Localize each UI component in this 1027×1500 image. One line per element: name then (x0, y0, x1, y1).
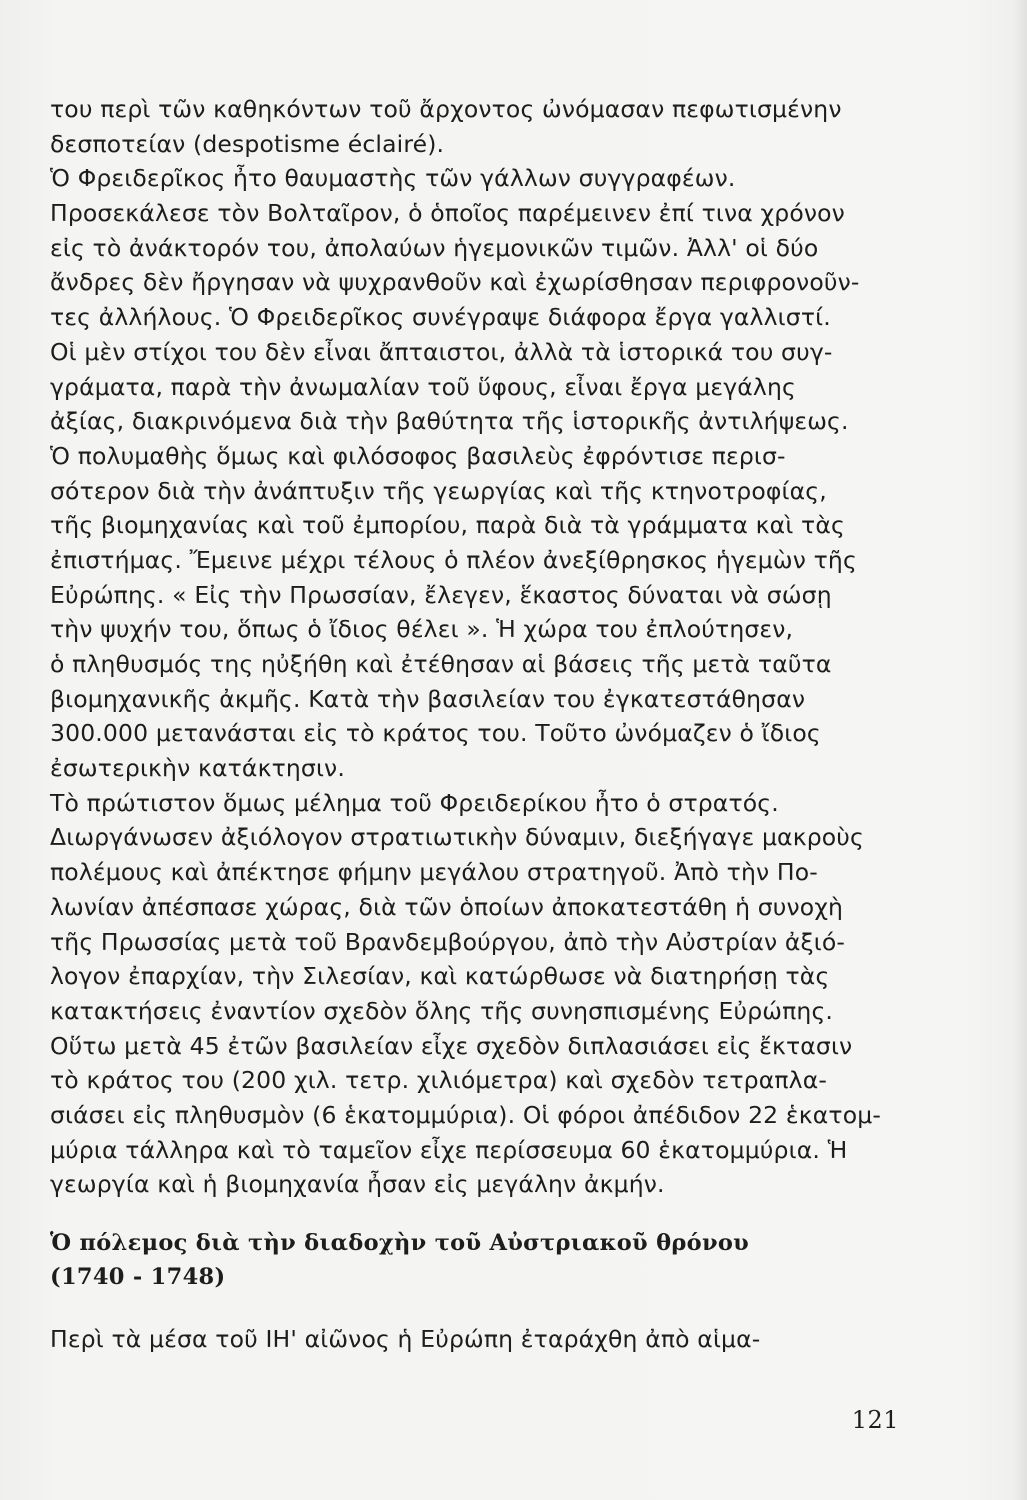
text-line: Οἱ μὲν στίχοι του δὲν εἶναι ἄπταιστοι, ἀλλὰ τὰ ἱστορικά του συγ- (50, 337, 833, 366)
text-line: Διωργάνωσεν ἀξιόλογον στρατιωτικὴν δύναμιν, διεξήγαγε μακροὺς (50, 823, 864, 852)
text-line: δεσποτείαν (despotisme éclairé). (50, 129, 445, 158)
text-line: λογον ἐπαρχίαν, τὴν Σιλεσίαν, καὶ κατώρθωσε νὰ διατηρήσῃ τὰς (50, 962, 830, 991)
text-line: τῆς βιομηχανίας καὶ τοῦ ἐμπορίου, παρὰ διὰ τὰ γράμματα καὶ τὰς (50, 511, 845, 540)
text-line: Προσεκάλεσε τὸν Βολταῖρον, ὁ ὁποῖος παρέμεινεν ἐπί τινα χρόνον (50, 199, 845, 228)
text-line: ὁ πληθυσμός της ηὐξήθη καὶ ἐτέθησαν αἱ βάσεις τῆς μετὰ ταῦτα (50, 650, 832, 678)
text-line: Τὸ πρώτιστον ὅμως μέλημα τοῦ Φρειδερίκου ἦτο ὁ στρατός. (50, 788, 779, 817)
text-line: Ὁ πολυμαθὴς ὅμως καὶ φιλόσοφος βασιλεὺς ἐφρόντισε περισ- (50, 441, 786, 470)
text-line: του περὶ τῶν καθηκόντων τοῦ ἄρχοντος ὠνόμασαν πεφωτισμένην (50, 95, 842, 123)
text-line: πολέμους καὶ ἀπέκτησε φήμην μεγάλου στρατηγοῦ. Ἀπὸ τὴν Πο- (50, 858, 818, 887)
text-line: Εὐρώπης. « Εἰς τὴν Πρωσσίαν, ἔλεγεν, ἕκαστος δύναται νὰ σώσῃ (50, 580, 832, 609)
text-line: εἰς τὸ ἀνάκτορόν του, ἀπολαύων ἡγεμονικῶν τιμῶν. Ἀλλ' οἱ δύο (50, 233, 819, 262)
text-line: 300.000 μετανάσται εἰς τὸ κράτος του. Τοῦτο ὠνόμαζεν ὁ ἴδιος (50, 719, 821, 748)
text-line: ἐπιστήμας. Ἔμεινε μέχρι τέλους ὁ πλέον ἀνεξίθρησκος ἡγεμὼν τῆς (50, 545, 857, 574)
paragraph-spacer (50, 1202, 900, 1226)
text-line: γεωργία καὶ ἡ βιομηχανία ἦσαν εἰς μεγάλην ἀκμήν. (50, 1170, 665, 1199)
text-line: σότερον διὰ τὴν ἀνάπτυξιν τῆς γεωργίας καὶ τῆς κτηνοτροφίας, (50, 476, 827, 505)
text-line: κατακτήσεις ἐναντίον σχεδὸν ὅλης τῆς συνησπισμένης Εὐρώπης. (50, 996, 834, 1025)
text-line: τες ἀλλήλους. Ὁ Φρειδερῖκος συνέγραψε διάφορα ἔργα γαλλιστί. (50, 303, 831, 332)
text-line: μύρια τάλληρα καὶ τὸ ταμεῖον εἶχε περίσσευμα 60 ἑκατομμύρια. Ἡ (50, 1135, 848, 1164)
text-line: βιομηχανικῆς ἀκμῆς. Κατὰ τὴν βασιλείαν του ἐγκατεστάθησαν (50, 684, 806, 713)
text-line: σιάσει εἰς πληθυσμὸν (6 ἑκατομμύρια). Οἱ φόροι ἀπέδιδον 22 ἑκατομ- (50, 1100, 881, 1129)
heading-spacer (50, 1294, 900, 1322)
page-edge-shadow (1013, 0, 1027, 1500)
text-line: γράματα, παρὰ τὴν ἀνωμαλίαν τοῦ ὕφους, εἶναι ἔργα μεγάλης (50, 372, 796, 401)
text-line: Ὁ Φρειδερῖκος ἦτο θαυμαστὴς τῶν γάλλων συγγραφέων. (50, 164, 736, 193)
text-line: ἄνδρες δὲν ἤργησαν νὰ ψυχρανθοῦν καὶ ἐχωρίσθησαν περιφρονοῦν- (50, 268, 860, 297)
text-line: λωνίαν ἀπέσπασε χώρας, διὰ τῶν ὁποίων ἀποκατεστάθη ἡ συνοχὴ (50, 892, 844, 921)
section-heading-dates: (1740 - 1748) (50, 1264, 226, 1290)
text-line: τῆς Πρωσσίας μετὰ τοῦ Βρανδεμβούργου, ἀπὸ τὴν Αὐστρίαν ἀξιό- (50, 927, 846, 956)
text-line: τὴν ψυχήν του, ὅπως ὁ ἴδιος θέλει ». Ἡ χώρα του ἐπλούτησεν, (50, 615, 794, 644)
page-number: 121 (851, 1406, 899, 1434)
body-text (50, 92, 900, 1357)
section-heading: Ὁ πόλεμος διὰ τὴν διαδοχὴν τοῦ Αὐστριακοῦ θρόνου (50, 1230, 750, 1256)
text-line: ἀξίας, διακρινόμενα διὰ τὴν βαθύτητα τῆς ἱστορικῆς ἀντιλήψεως. (50, 407, 849, 436)
text-line: ἐσωτερικὴν κατάκτησιν. (50, 754, 345, 783)
text-line: Οὕτω μετὰ 45 ἐτῶν βασιλείαν εἶχε σχεδὸν διπλασιάσει εἰς ἔκτασιν (50, 1031, 853, 1060)
text-line: τὸ κράτος του (200 χιλ. τετρ. χιλιόμετρα) καὶ σχεδὸν τετραπλα- (50, 1066, 827, 1095)
text-line: Περὶ τὰ μέσα τοῦ ΙΗ' αἰῶνος ἡ Εὐρώπη ἐταράχθη ἀπὸ αἱμα- (50, 1325, 761, 1353)
